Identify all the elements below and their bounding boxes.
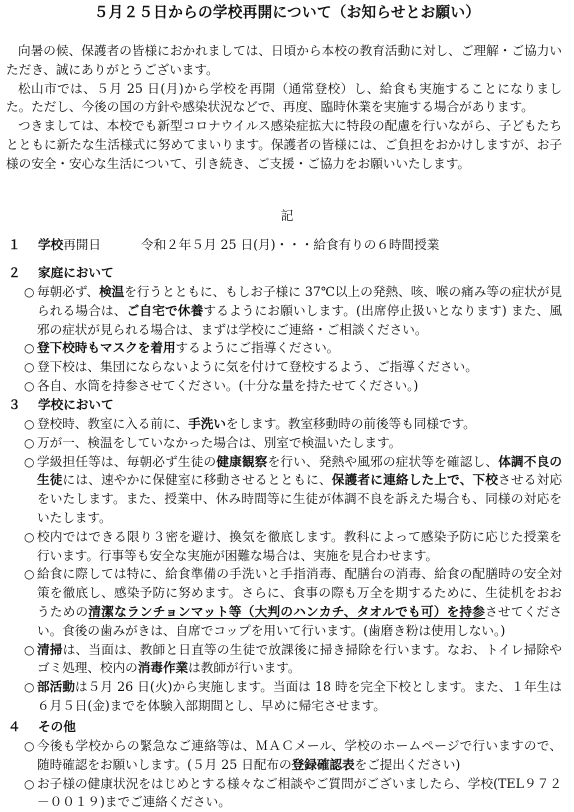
section-4-heading — [6, 718, 562, 737]
item-text: 各自、水筒を持参させてください。(十分な量を持たせてください。) — [37, 377, 419, 393]
section-heading-text: 再開日 — [63, 237, 101, 253]
ki-heading: 記 — [280, 208, 294, 223]
circle-bullet-icon: ○ — [24, 739, 35, 753]
list-item — [6, 528, 562, 566]
item-text: 登下校は、集団にならないように気を付けて登校するよう、ご指導ください。 — [37, 359, 478, 375]
section-number: ４ — [8, 719, 21, 735]
item-text: を行い、発熱や風邪の症状等を確認し、 — [267, 453, 499, 469]
section-number: １ — [8, 237, 21, 253]
circle-bullet-icon: ○ — [24, 642, 35, 657]
section-heading-bold: 学校 — [38, 237, 64, 253]
list-item — [6, 283, 562, 339]
circle-bullet-icon: ○ — [24, 378, 35, 393]
intro-paragraph: つきましては、本校でも新型コロナウイルス感染症拡大に特段の配慮を行いながら、子どもたちとともに新たな生活様式に努めてまいります。保護者の皆様には、ご負担をおかけしますが、お子様の安全・安心な生活について、引き続き、ご支援・ご協力をお願いいたします。 — [6, 118, 562, 171]
item-text: 登校時、教室に入る前に、 — [37, 416, 189, 431]
item-emphasis: 清掃 — [37, 641, 63, 657]
circle-bullet-icon: ○ — [24, 454, 35, 469]
list-item — [6, 415, 562, 434]
item-text: をご提出ください) — [354, 756, 461, 772]
item-emphasis: 体調不良の生徒 — [37, 453, 563, 488]
intro-section — [6, 42, 562, 174]
item-emphasis: 登録確認表 — [291, 756, 355, 772]
circle-bullet-icon: ○ — [24, 776, 35, 791]
intro-paragraph: 松山市では、５月 25 日(月)から学校を再開（通常登校）し、給食も実施することになりました。ただし、今後の国の方針や感染状況などで、再度、臨時休業を実施する場合があります。 — [6, 80, 562, 115]
schedule-text: 令和２年５月 25 日(月)・・・給食有りの６時間授業 — [140, 237, 440, 253]
item-text: 校内ではできる限り３密を避け、換気を徹底します。教科によって感染予防に応じた授業を行います。行事等も安全な実施が困難な場合は、実施を見合わせます。 — [37, 528, 562, 563]
item-text: 毎朝必ず、 — [37, 284, 100, 299]
item-emphasis: 検温 — [99, 284, 125, 299]
circle-bullet-icon: ○ — [24, 529, 35, 544]
item-text: 万が一、検温をしていなかった場合は、別室で検温いたします。 — [37, 434, 402, 450]
section-number: ２ — [8, 265, 21, 281]
circle-bullet-icon: ○ — [24, 341, 35, 356]
circle-bullet-icon: ○ — [24, 417, 35, 431]
item-text: は、当面は、教師と日直等の生徒で放課後に掃き掃除を行います。なお、トイレ掃除やゴミ処理、校内の — [37, 641, 562, 676]
section-heading-text: 学校において — [38, 397, 114, 413]
item-emphasis: 手洗い — [188, 416, 226, 431]
section-3-heading — [6, 396, 562, 415]
list-item — [6, 358, 562, 377]
section-4 — [6, 718, 562, 812]
section-heading-text: その他 — [38, 719, 76, 735]
document-title: ５月２５日からの学校再開について（お知らせとお願い） — [93, 4, 481, 21]
circle-bullet-icon: ○ — [24, 360, 35, 375]
item-emphasis: 登下校時もマスクを着用 — [37, 340, 176, 356]
item-emphasis-underlined: 清潔なランチョンマット等（大判のハンカチ、タオルでも可）を持参 — [88, 603, 486, 619]
list-item — [6, 775, 562, 812]
section-3 — [6, 396, 562, 716]
item-text: 今後も学校からの緊急なご連絡等は、ＭＡＣメール、学校のホームページで行いますので、随時確認をお願いします。(５月 25 日配布の — [37, 738, 562, 772]
item-emphasis: 消毒作業 — [137, 660, 189, 676]
item-text: は教師が行います。 — [188, 660, 301, 676]
list-item — [6, 641, 562, 679]
section-3-list — [6, 415, 562, 716]
item-text: させる対応をいたします。また、授業中、休み時間等に生徒が体調不良を訴えた場合も、同様の対応をいたします。 — [37, 472, 563, 525]
intro-paragraph: 向暑の候、保護者の皆様におかれましては、日頃から本校の教育活動に対し、ご理解・ご協力いただき、誠にありがとうございます。 — [6, 43, 562, 77]
item-text: 学級担任等は、毎朝必ず生徒の — [37, 453, 217, 469]
item-emphasis: 健康観察 — [216, 453, 268, 469]
list-item — [6, 565, 562, 640]
item-text: させてください。食後の歯みがきは、自席でコップを用いて行います。(歯磨き粉は使用しない。) — [37, 603, 563, 638]
item-emphasis: 保護者に連絡した上で、下校 — [331, 472, 499, 488]
item-text: するようにお願いします。(出席停止扱いとなります) また、風邪の症状が見られる場合は、まずは学校にご連絡・ご相談ください。 — [37, 302, 563, 337]
item-text: するようにご指導ください。 — [175, 340, 340, 356]
section-1-heading — [6, 236, 562, 255]
section-4-list — [6, 737, 562, 812]
item-emphasis: ご自宅で休養 — [126, 302, 204, 318]
section-1 — [6, 236, 562, 255]
section-2-list — [6, 283, 562, 396]
item-text: には、速やかに保健室に移動させるとともに、 — [62, 472, 332, 488]
circle-bullet-icon: ○ — [24, 567, 35, 582]
list-item — [6, 434, 562, 453]
item-emphasis: 部活動 — [37, 679, 76, 695]
list-item — [6, 453, 562, 528]
section-number: ３ — [8, 397, 21, 413]
item-text: 給食に際しては特に、給食準備の手洗いと手指消毒、配膳台の消毒、給食の配膳時の安全対策を徹底し、感染予防に努めます。さらに、食事の際も万全を期するために、生徒机をおおうための — [37, 566, 562, 619]
list-item — [6, 339, 562, 358]
section-2 — [6, 264, 562, 396]
list-item — [6, 377, 562, 396]
item-text: を行うとともに、もしお子様に 37℃以上の発熱、咳、喉の痛み等の症状が見られる場合は、 — [37, 284, 563, 318]
section-heading-text: 家庭において — [38, 265, 114, 281]
item-text: をします。教室移動時の前後等も同様です。 — [225, 416, 476, 431]
item-text: お子様の健康状況をはじめとする様々なご相談やご質問がございましたら、学校(TEL９７２－００１９)までご連絡ください。 — [37, 775, 562, 810]
circle-bullet-icon: ○ — [24, 285, 35, 299]
section-2-heading — [6, 264, 562, 283]
list-item — [6, 737, 562, 775]
item-text: は５月 26 日(火)から実施します。当面は 18 時を完全下校とします。また、１年生は６月５日(金)までを体験入部期間とし、早めに帰宅させます。 — [37, 679, 563, 713]
circle-bullet-icon: ○ — [24, 680, 35, 695]
circle-bullet-icon: ○ — [24, 435, 35, 450]
list-item — [6, 678, 562, 716]
